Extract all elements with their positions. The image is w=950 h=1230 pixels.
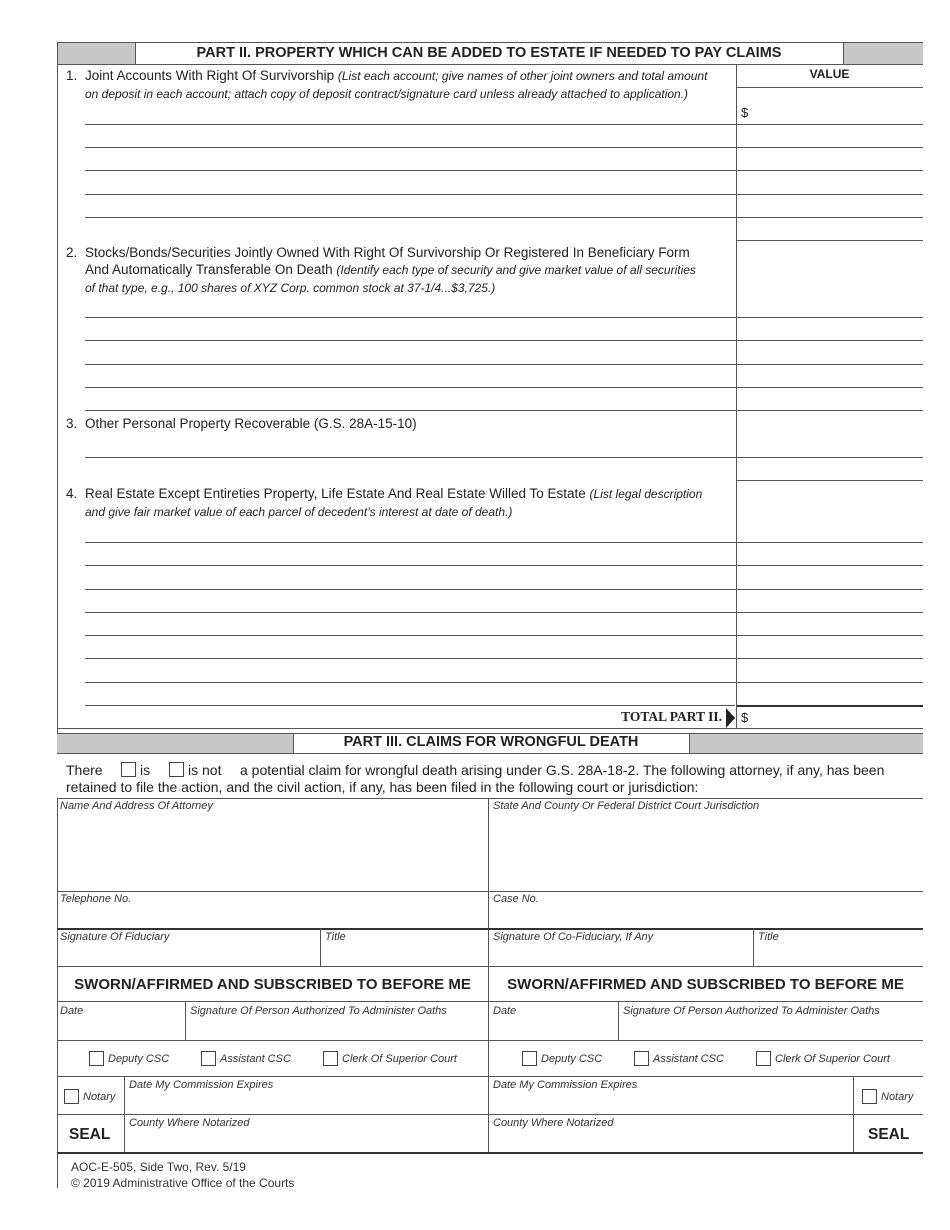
deputy-csc-checkbox-left[interactable] <box>89 1051 104 1066</box>
oath-signature-label-left: Signature Of Person Authorized To Administer Oaths <box>190 1005 447 1017</box>
part3-text-line2: retained to file the action, and the civil action, if any, has been filed in the following court or jurisdiction: <box>66 779 699 795</box>
cofiduciary-signature-field[interactable] <box>493 945 751 964</box>
oath-signature-field-right[interactable] <box>621 1019 921 1038</box>
fiduciary-title-field[interactable] <box>323 945 486 964</box>
item2-line2: And Automatically Transferable On Death <box>85 262 333 277</box>
assistant-csc-label-left: Assistant CSC <box>220 1053 291 1065</box>
county-notarized-field-left[interactable] <box>127 1131 486 1150</box>
fiduciary-title-label: Title <box>325 931 346 943</box>
fiduciary-signature-label: Signature Of Fiduciary <box>60 931 170 943</box>
total-part2-value-field[interactable] <box>752 707 922 727</box>
assistant-csc-checkbox-left[interactable] <box>201 1051 216 1066</box>
sworn-date-field-right[interactable] <box>493 1019 616 1038</box>
notary-label-left: Notary <box>83 1091 116 1103</box>
clerk-checkbox-right[interactable] <box>756 1051 771 1066</box>
item2-line1: Stocks/Bonds/Securities Jointly Owned With Right Of Survivorship Or Registered In Beneficiary Form <box>85 245 690 260</box>
part3-text-line1: a potential claim for wrongful death arising under G.S. 28A-18-2. The following attorney, if any, has been <box>240 762 885 778</box>
assistant-csc-checkbox-right[interactable] <box>634 1051 649 1066</box>
case-number-label: Case No. <box>493 893 539 905</box>
sworn-date-label-right: Date <box>493 1005 517 1017</box>
item4-note-line1: (List legal description <box>589 487 703 501</box>
cofiduciary-title-label: Title <box>758 931 779 943</box>
sworn-date-label-left: Date <box>60 1005 84 1017</box>
commission-expires-label-right: Date My Commission Expires <box>493 1079 638 1091</box>
county-notarized-label-right: County Where Notarized <box>493 1117 614 1129</box>
sworn-heading-right: SWORN/AFFIRMED AND SUBSCRIBED TO BEFORE ME <box>507 976 904 993</box>
clerk-checkbox-left[interactable] <box>323 1051 338 1066</box>
cofiduciary-title-field[interactable] <box>756 945 921 964</box>
assistant-csc-label-right: Assistant CSC <box>653 1053 724 1065</box>
item4-note-line2: and give fair market value of each parcel of decedent’s interest at date of death.) <box>85 505 513 519</box>
is-checkbox[interactable] <box>121 762 136 777</box>
value-column-header: VALUE <box>809 67 850 81</box>
item2-note-line1: (Identify each type of security and give market value of all securities <box>336 263 696 277</box>
item1-note-line2: on deposit in each account; attach copy of deposit contract/signature card unless already attached to application.) <box>85 87 689 101</box>
part3-is-label: is <box>140 762 151 778</box>
fiduciary-signature-field[interactable] <box>60 945 318 964</box>
seal-label-right: SEAL <box>868 1126 910 1143</box>
item4-text <box>85 485 735 521</box>
clerk-label-right: Clerk Of Superior Court <box>775 1053 890 1065</box>
oath-signature-field-left[interactable] <box>188 1019 486 1038</box>
is-not-checkbox[interactable] <box>169 762 184 777</box>
attorney-field[interactable] <box>60 815 485 889</box>
telephone-field[interactable] <box>60 907 485 927</box>
sworn-date-field-left[interactable] <box>60 1019 183 1038</box>
deputy-csc-checkbox-right[interactable] <box>522 1051 537 1066</box>
commission-expires-label-left: Date My Commission Expires <box>129 1079 274 1091</box>
court-jurisdiction-label: State And County Or Federal District Court Jurisdiction <box>493 800 760 812</box>
commission-expires-field-left[interactable] <box>127 1093 486 1112</box>
form-id: AOC-E-505, Side Two, Rev. 5/19 <box>71 1160 246 1174</box>
copyright: © 2019 Administrative Office of the Courts <box>71 1176 295 1190</box>
county-notarized-field-right[interactable] <box>493 1131 851 1150</box>
item4-number: 4. <box>66 486 78 501</box>
item1-text <box>85 67 735 103</box>
item2-note-line2: of that type, e.g., 100 shares of XYZ Corp. common stock at 37-1/4...$3,725.) <box>85 281 496 295</box>
court-jurisdiction-field[interactable] <box>493 815 921 889</box>
clerk-label-left: Clerk Of Superior Court <box>342 1053 457 1065</box>
item3-title: Other Personal Property Recoverable (G.S. 28A-15-10) <box>85 416 417 431</box>
part2-title: PART II. PROPERTY WHICH CAN BE ADDED TO ESTATE IF NEEDED TO PAY CLAIMS <box>135 42 843 64</box>
seal-label-left: SEAL <box>69 1126 111 1143</box>
arrow-right-icon <box>726 708 736 728</box>
part3-title: PART III. CLAIMS FOR WRONGFUL DEATH <box>293 732 689 753</box>
item3-number: 3. <box>66 416 78 431</box>
county-notarized-label-left: County Where Notarized <box>129 1117 250 1129</box>
total-part2-label: TOTAL PART II. <box>621 709 722 724</box>
total-part2-currency: $ <box>741 710 749 725</box>
attorney-label: Name And Address Of Attorney <box>60 800 213 812</box>
notary-label-right: Notary <box>881 1091 914 1103</box>
telephone-label: Telephone No. <box>60 893 132 905</box>
cofiduciary-signature-label: Signature Of Co-Fiduciary, If Any <box>493 931 654 943</box>
oath-signature-label-right: Signature Of Person Authorized To Administer Oaths <box>623 1005 880 1017</box>
part3-is-not-label: is not <box>188 762 222 778</box>
deputy-csc-label-right: Deputy CSC <box>541 1053 603 1065</box>
item1-note-line1: (List each account; give names of other joint owners and total amount <box>337 69 708 83</box>
part3-there: There <box>66 762 103 778</box>
item1-title: Joint Accounts With Right Of Survivorship <box>85 68 335 83</box>
item2-text <box>85 244 735 297</box>
notary-checkbox-left[interactable] <box>64 1089 79 1104</box>
item1-number: 1. <box>66 68 78 83</box>
item2-number: 2. <box>66 245 78 260</box>
deputy-csc-label-left: Deputy CSC <box>108 1053 170 1065</box>
sworn-heading-left: SWORN/AFFIRMED AND SUBSCRIBED TO BEFORE ME <box>74 976 471 993</box>
notary-checkbox-right[interactable] <box>862 1089 877 1104</box>
value-currency-sign: $ <box>741 105 749 120</box>
commission-expires-field-right[interactable] <box>493 1093 851 1112</box>
item4-title: Real Estate Except Entireties Property, Life Estate And Real Estate Willed To Estate <box>85 486 586 501</box>
case-number-field[interactable] <box>493 907 921 927</box>
